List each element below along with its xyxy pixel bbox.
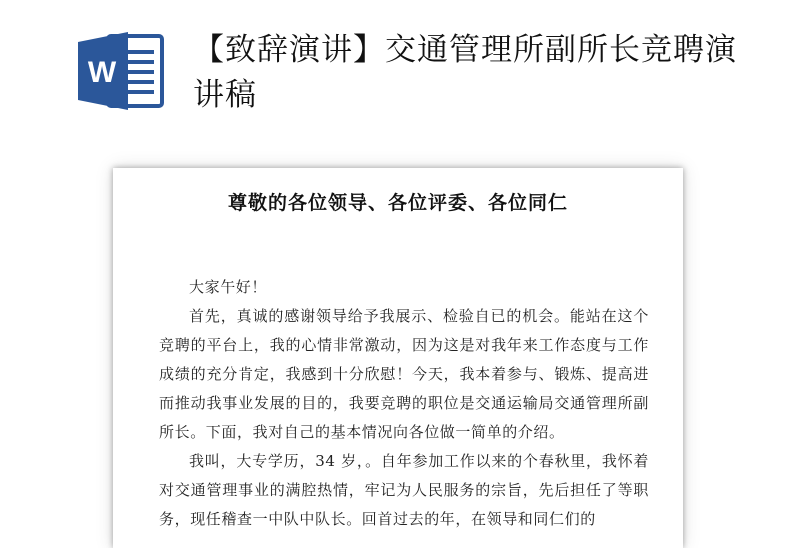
paragraph-greeting: 大家午好！: [189, 278, 268, 296]
document-page: [113, 168, 683, 548]
word-letter: W: [87, 56, 117, 89]
paragraph-self-intro: 我叫，大专学历，34 岁，。自年参加工作以来的个春秋里，我怀着对交通管理事业的满腔热情，牢记为人民服务的宗旨，先后担任了等职务，现任稽查一中队中队长。回首过去的年，在领导和同仁们的: [159, 452, 649, 528]
document-title: 【致辞演讲】交通管理所副所长竞聘演讲稿: [193, 32, 737, 113]
body-text: [159, 273, 649, 534]
word-document-icon: [76, 32, 166, 110]
header-banner: [0, 0, 800, 150]
paragraph-intro: 首先，真诚的感谢领导给予我展示、检验自已的机会。能站在这个竞聘的平台上，我的心情非常激动，因为这是对我年来工作态度与工作成绩的充分肯定，我感到十分欣慰！今天，我本着参与、锻炼、提高进而推动我事业发展的目的，我要竞聘的职位是交通运输局交通管理所副所长。下面，我对自己的基本情况向各位做一简单的介绍。: [159, 307, 649, 441]
page-heading: 尊敬的各位领导、各位评委、各位同仁: [227, 192, 568, 214]
